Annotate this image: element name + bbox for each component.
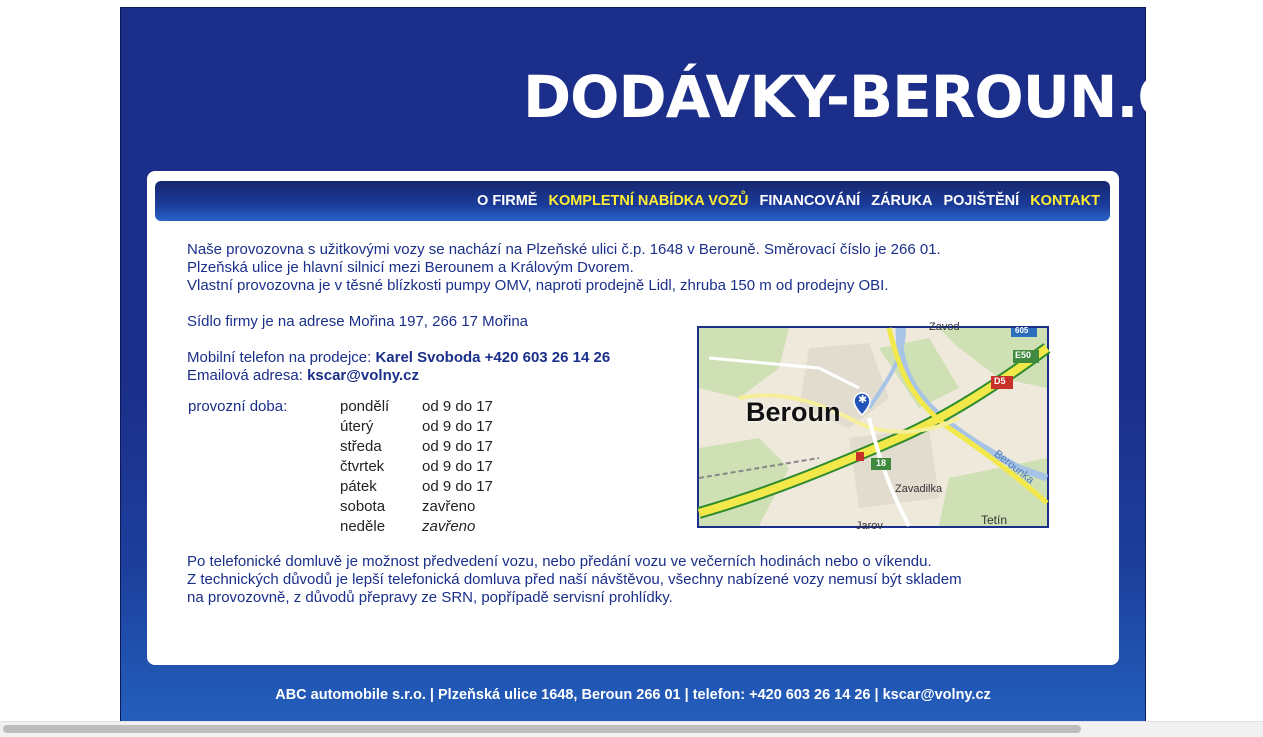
map-city-label: Beroun <box>746 397 841 427</box>
hours-time: od 9 do 17 <box>422 398 493 415</box>
outro-line: na provozovně, z důvodů přepravy ze SRN, popřípadě servisní prohlídky. <box>187 589 673 606</box>
nav-item-financovani[interactable]: FINANCOVÁNÍ <box>759 193 861 209</box>
main-navigation <box>155 181 1110 221</box>
email-link[interactable]: kscar@volny.cz <box>307 367 419 384</box>
hours-time: od 9 do 17 <box>422 458 493 475</box>
site-logo[interactable]: DODÁVKY-BEROUN.CZ <box>523 63 1221 131</box>
content-panel <box>147 171 1119 665</box>
nav-item-kompletni-nabidka[interactable]: KOMPLETNÍ NABÍDKA VOZŮ <box>548 193 749 209</box>
site-container <box>120 7 1221 727</box>
map-road-shield: E50 <box>1015 350 1032 360</box>
hours-time: od 9 do 17 <box>422 478 493 495</box>
nav-item-zaruka[interactable]: ZÁRUKA <box>871 193 933 209</box>
hours-day: sobota <box>340 498 386 515</box>
hours-time: zavřeno <box>422 498 476 515</box>
intro-line: Vlastní provozovna je v těsné blízkosti pumpy OMV, naproti prodejně Lidl, zhruba 150 m od prodejny OBI. <box>187 277 889 294</box>
footer-info: ABC automobile s.r.o. | Plzeňská ulice 1648, Beroun 266 01 | telefon: +420 603 26 14 26 | kscar@volny.cz <box>275 687 991 703</box>
map-pin-icon: ✱ <box>858 394 868 406</box>
email-label: Emailová adresa: <box>187 367 308 384</box>
map-road-shield: 605 <box>1015 326 1029 335</box>
phone-value: Karel Svoboda +420 603 26 14 26 <box>375 349 611 366</box>
company-seat: Sídlo firmy je na adrese Mořina 197, 266 17 Mořina <box>187 313 529 330</box>
hours-day: úterý <box>340 418 374 435</box>
map-road-shield: D5 <box>994 376 1006 386</box>
location-map[interactable] <box>697 321 1049 532</box>
hours-time: od 9 do 17 <box>422 418 493 435</box>
hours-day: neděle <box>340 518 386 535</box>
additional-info <box>187 553 1067 607</box>
hours-time: od 9 do 17 <box>422 438 493 455</box>
map-place-label: Jarov <box>856 520 883 532</box>
map-place-label: Zavod <box>929 321 960 333</box>
hours-day: čtvrtek <box>340 458 385 475</box>
hours-day: pondělí <box>340 398 390 415</box>
intro-line: Naše provozovna s užitkovými vozy se nachází na Plzeňské ulici č.p. 1648 v Berouně. Směrovací číslo je 266 01. <box>187 241 941 258</box>
outro-line: Po telefonické domluvě je možnost předvedení vozu, nebo předání vozu ve večerních hodinách nebo o víkendu. <box>187 553 932 570</box>
map-road-shield: 18 <box>876 458 887 468</box>
map-place-label: Tetín <box>981 513 1008 527</box>
map-place-label: Zavadilka <box>895 483 943 495</box>
hours-day: pátek <box>340 478 377 495</box>
intro-line: Plzeňská ulice je hlavní silnicí mezi Berounem a Královým Dvorem. <box>187 259 634 276</box>
scrollbar-thumb[interactable] <box>3 725 1081 733</box>
outro-line: Z technických důvodů je lepší telefonická domluva před naší návštěvou, všechny nabízené vozy nemusí být skladem <box>187 571 962 588</box>
map-place-label: Berounka <box>991 448 1037 487</box>
horizontal-scrollbar[interactable] <box>0 721 1263 737</box>
nav-item-kontakt[interactable]: KONTAKT <box>1030 193 1100 209</box>
nav-item-pojisteni[interactable]: POJIŠTĚNÍ <box>943 193 1020 209</box>
nav-item-o-firme[interactable]: O FIRMĚ <box>477 193 538 209</box>
hours-day: středa <box>340 438 382 455</box>
hours-label: provozní doba: <box>188 398 288 415</box>
phone-label: Mobilní telefon na prodejce: <box>187 349 376 366</box>
hours-time: zavřeno <box>422 518 476 535</box>
